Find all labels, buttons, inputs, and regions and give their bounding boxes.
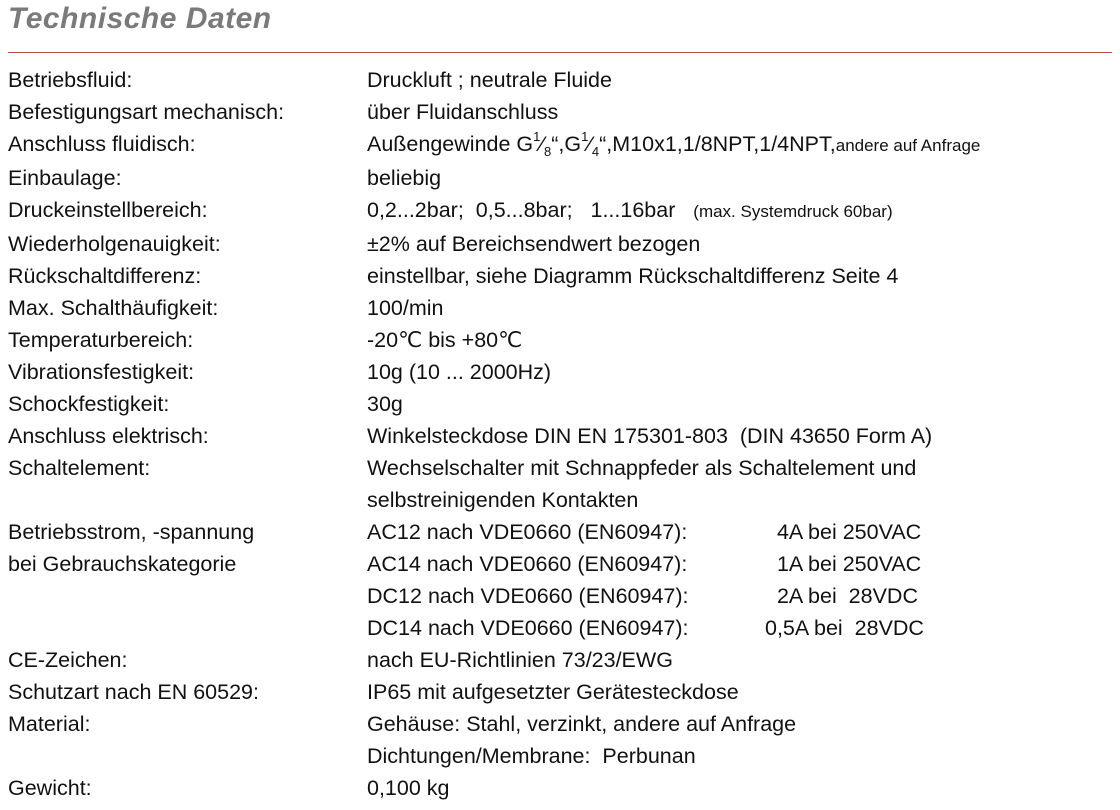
thread-note: andere auf Anfrage [835,136,981,155]
spec-value: 0,100 kg [367,776,450,800]
spec-label: Anschluss elektrisch: [8,424,209,448]
fraction-slash: ⁄ [540,132,544,156]
spec-label: Temperaturbereich: [8,328,194,352]
spec-row-temperatur [8,324,1112,356]
current-rating: 4A bei 250VAC [765,520,922,544]
spec-row-anschluss-elektrisch [8,420,1112,452]
current-category: AC14 nach VDE0660 (EN60947): [367,552,688,576]
spec-row-vibration [8,356,1112,388]
spec-label [8,516,367,580]
spec-row-schock [8,388,1112,420]
fraction-slash: ⁄ [588,132,592,156]
spec-label-line: bei Gebrauchskategorie [8,552,237,576]
spec-label: Vibrationsfestigkeit: [8,360,195,384]
spec-row-schalthaeufigkeit [8,292,1112,324]
pressure-note: (max. Systemdruck 60bar) [693,202,893,221]
spec-label: Wiederholgenauigkeit: [8,232,221,256]
spec-row-schutzart [8,676,1112,708]
spec-value: IP65 mit aufgesetzter Gerätesteckdose [367,680,739,704]
spec-value-line: Gehäuse: Stahl, verzinkt, andere auf Anfrage [367,712,797,736]
spec-row-gewicht [8,772,1112,804]
current-category: AC12 nach VDE0660 (EN60947): [367,520,688,544]
thread-suffix: “,M10x1,1/8NPT,1/4NPT, [599,132,836,156]
spec-row-rueckschaltdifferenz [8,260,1112,292]
spec-label: Max. Schalthäufigkeit: [8,296,219,320]
spec-label: Schaltelement: [8,456,151,480]
spec-row-betriebsfluid [8,64,1112,96]
spec-value: 10g (10 ... 2000Hz) [367,360,552,384]
spec-label: Anschluss fluidisch: [8,132,196,156]
current-rating-table [367,516,1112,644]
spec-value: ±2% auf Bereichsendwert bezogen [367,232,701,256]
spec-label: Schutzart nach EN 60529: [8,680,259,704]
pressure-ranges: 0,2...2bar; 0,5...8bar; 1...16bar [367,198,676,222]
spec-label: Betriebsfluid: [8,68,133,92]
spec-value: Winkelsteckdose DIN EN 175301-803 (DIN 43650 Form A) [367,424,933,448]
spec-label: Gewicht: [8,776,92,800]
spec-value [367,128,1112,162]
thread-1-numerator: 1 [533,128,541,144]
spec-label: CE-Zeichen: [8,648,128,672]
current-rating: 2A bei 28VDC [765,584,918,608]
spec-value-line: Dichtungen/Membrane: Perbunan [367,744,696,768]
spec-value-line: selbstreinigenden Kontakten [367,488,639,512]
spec-row-material [8,708,1112,772]
thread-prefix: Außengewinde G [367,132,534,156]
spec-value [367,708,1112,772]
spec-value: über Fluidanschluss [367,100,559,124]
spec-label: Befestigungsart mechanisch: [8,100,285,124]
thread-2-denominator: 4 [591,144,600,160]
spec-row-einbaulage [8,162,1112,194]
thread-1-denominator: 8 [543,144,552,160]
page-title: Technische Daten [8,2,272,35]
spec-label: Druckeinstellbereich: [8,198,208,222]
thread-separator: “,G [551,132,582,156]
spec-value: 100/min [367,296,444,320]
spec-row-betriebsstrom [8,516,1112,644]
title-divider [8,52,1112,53]
spec-row-wiederholgenauigkeit [8,228,1112,260]
spec-label: Material: [8,712,91,736]
spec-value [367,194,1112,228]
spec-value: nach EU-Richtlinien 73/23/EWG [367,648,673,672]
spec-row-schaltelement [8,452,1112,516]
spec-value: -20℃ bis +80℃ [367,328,523,352]
spec-label: Schockfestigkeit: [8,392,170,416]
spec-value: Druckluft ; neutrale Fluide [367,68,612,92]
spec-value: einstellbar, siehe Diagramm Rückschaltdifferenz Seite 4 [367,264,899,288]
spec-value: beliebig [367,166,442,190]
thread-2-numerator: 1 [581,128,589,144]
current-category: DC14 nach VDE0660 (EN60947): [367,616,689,640]
current-rating: 0,5A bei 28VDC [765,616,924,640]
spec-table [8,64,1112,804]
spec-value: 30g [367,392,403,416]
current-category: DC12 nach VDE0660 (EN60947): [367,584,689,608]
spec-row-befestigung [8,96,1112,128]
spec-value [367,452,1112,516]
spec-row-ce [8,644,1112,676]
spec-value-line: Wechselschalter mit Schnappfeder als Schaltelement und [367,456,917,480]
spec-label: Rückschaltdifferenz: [8,264,202,288]
current-rating: 1A bei 250VAC [765,552,922,576]
spec-row-anschluss-fluidisch [8,128,1112,162]
spec-label: Einbaulage: [8,166,122,190]
spec-label-line: Betriebsstrom, -spannung [8,520,255,544]
spec-row-druckbereich [8,194,1112,228]
